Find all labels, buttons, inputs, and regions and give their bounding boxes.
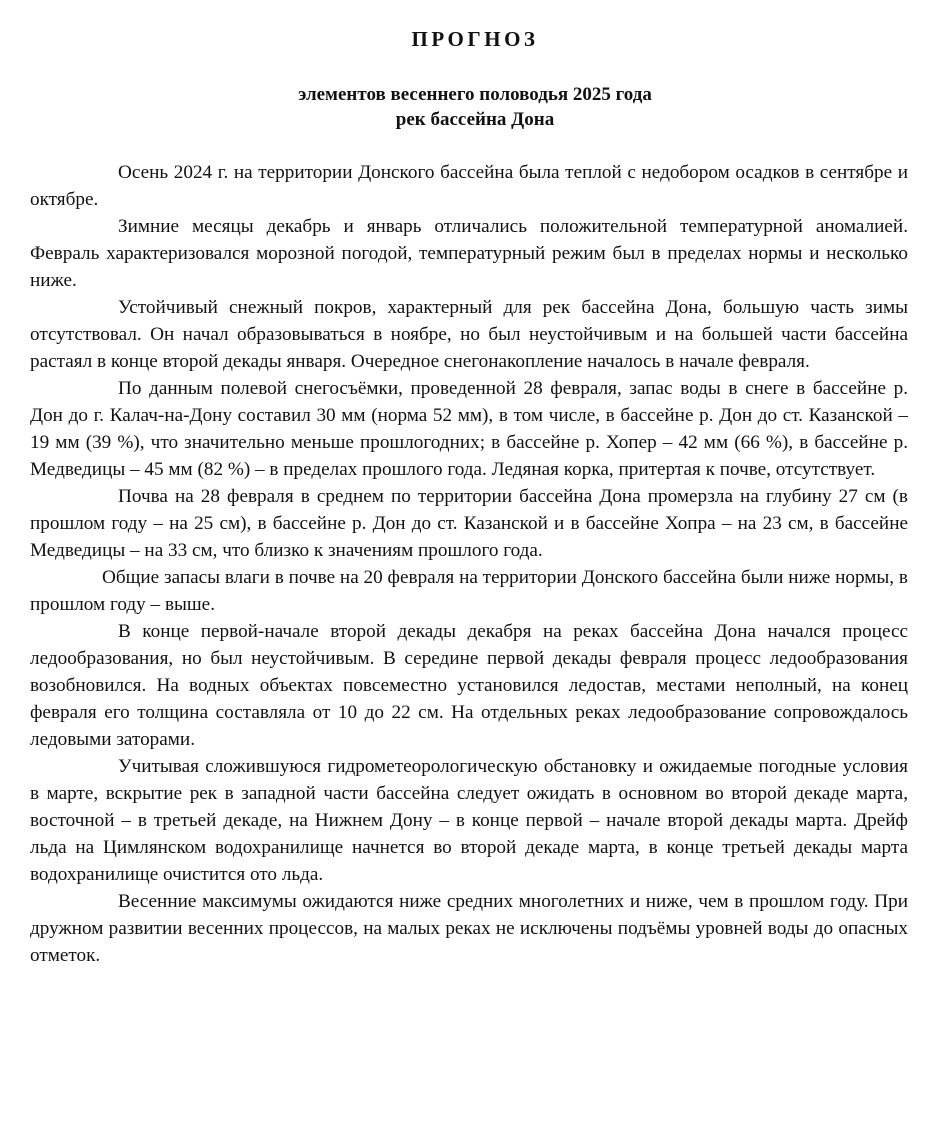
paragraph-autumn: Осень 2024 г. на территории Донского бассейна была теплой с недобором осадков в сентябре и октябре. bbox=[30, 162, 908, 210]
paragraph-spring-maxima: Весенние максимумы ожидаются ниже средних многолетних и ниже, чем в прошлом году. При дружном развитии весенних процессов, на малых реках не исключены подъёмы уровней воды до опасных отметок. bbox=[30, 891, 908, 966]
paragraph-ice-formation: В конце первой-начале второй декады декабря на реках бассейна Дона начался процесс ледообразования, но был неустойчивым. В середине первой декады февраля процесс ледообразования возобновился. На водных объектах повсеместно установился ледостав, местами неполный, на конец февраля его толщина составляла от 10 до 22 см. На отдельных реках ледообразование сопровождалось ледовыми заторами. bbox=[30, 621, 908, 750]
document-title: ПРОГНОЗ bbox=[411, 27, 539, 51]
paragraph-soil-moisture: Общие запасы влаги в почве на 20 февраля на территории Донского бассейна были ниже нормы, в прошлом году – выше. bbox=[30, 567, 908, 615]
document-subtitle bbox=[30, 82, 908, 132]
paragraph-snow-survey: По данным полевой снегосъёмки, проведенной 28 февраля, запас воды в снеге в бассейне р. Дон до г. Калач-на-Дону составил 30 мм (норма 52 мм), в том числе, в бассейне р. Дон до ст. Казанской – 19 мм (39 %), что значительно меньше прошлогодних; в бассейне р. Хопер – 42 мм (66 %), в бассейне р. Медведицы – 45 мм (82 %) – в пределах прошлого года. Ледяная корка, притертая к почве, отсутствует. bbox=[30, 378, 908, 480]
paragraph-winter: Зимние месяцы декабрь и январь отличались положительной температурной аномалией. Февраль характеризовался морозной погодой, температурный режим был в пределах нормы и несколько ниже. bbox=[30, 216, 908, 291]
document-body bbox=[30, 159, 908, 969]
paragraph-soil-freezing: Почва на 28 февраля в среднем по территории бассейна Дона промерзла на глубину 27 см (в прошлом году – на 25 см), в бассейне р. Дон до ст. Казанской и в бассейне Хопра – на 23 см, в бассейне Медведицы – на 33 см, что близко к значениям прошлого года. bbox=[30, 486, 908, 561]
subtitle-line-1: элементов весеннего половодья 2025 года bbox=[298, 84, 652, 105]
paragraph-snow-cover: Устойчивый снежный покров, характерный для рек бассейна Дона, большую часть зимы отсутствовал. Он начал образовываться в ноябре, но был неустойчивым и на большей части бассейна растаял в конце второй декады января. Очередное снегонакопление началось в начале февраля. bbox=[30, 297, 908, 372]
subtitle-line-2: рек бассейна Дона bbox=[395, 109, 555, 130]
paragraph-river-opening: Учитывая сложившуюся гидрометеорологическую обстановку и ожидаемые погодные условия в марте, вскрытие рек в западной части бассейна следует ожидать в основном во второй декаде марта, восточной – в третьей декаде, на Нижнем Дону – в конце первой – начале второй декады марта. Дрейф льда на Цимлянском водохранилище начнется во второй декаде марта, в конце третьей декады марта водохранилище очистится ото льда. bbox=[30, 756, 908, 885]
